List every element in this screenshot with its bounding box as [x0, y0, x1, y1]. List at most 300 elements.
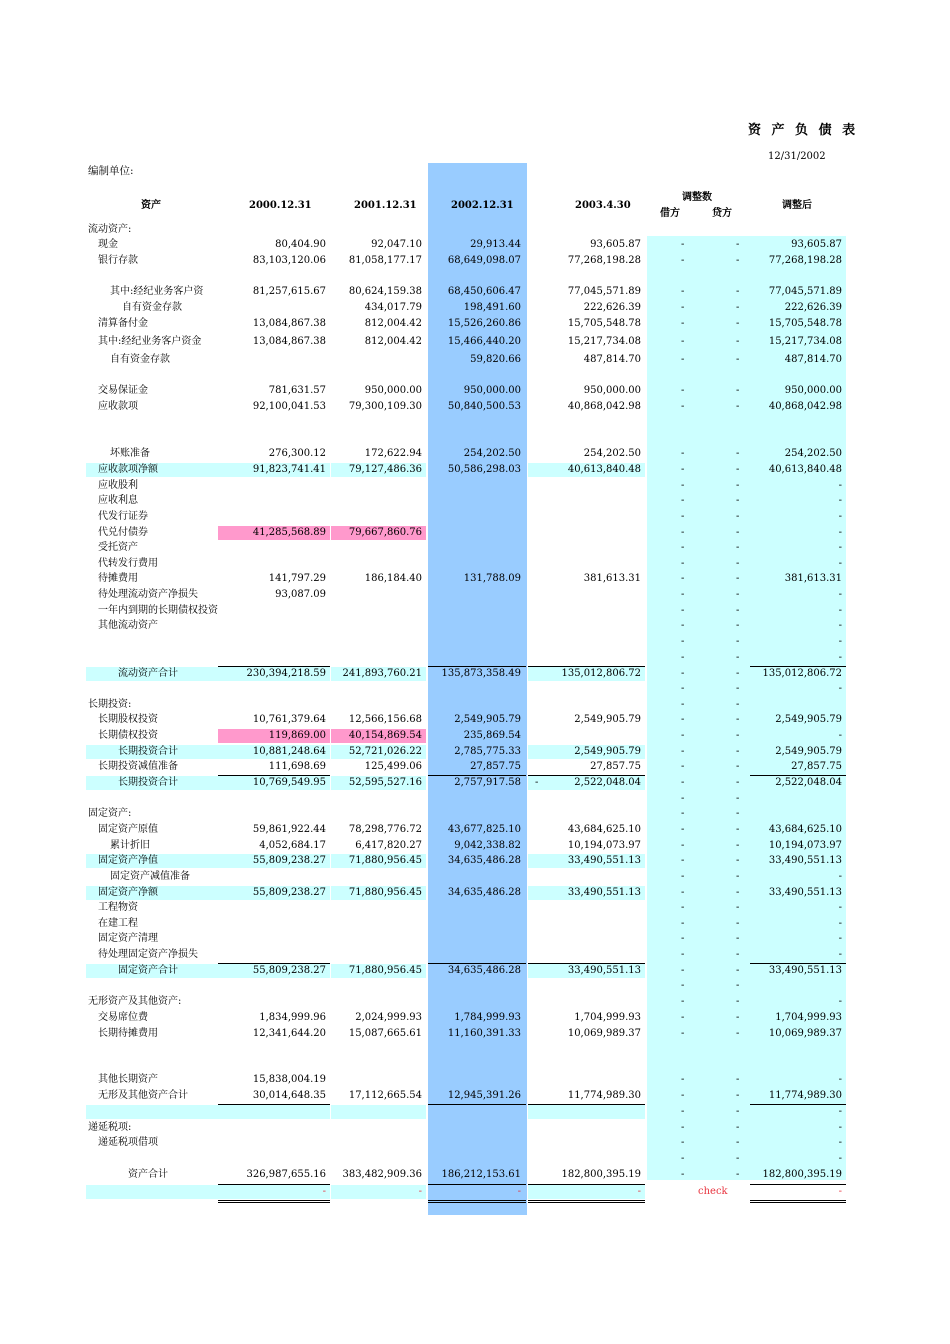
value-c1: 326,987,655.16 — [246, 1169, 326, 1180]
row-label: 长期待摊费用 — [98, 1028, 158, 1039]
value-c2: 71,880,956.45 — [348, 965, 422, 976]
value-c3: 34,635,486.28 — [447, 855, 521, 866]
row-label: 工程物资 — [98, 902, 138, 913]
value-c1: 55,809,238.27 — [252, 855, 326, 866]
value-debit: - — [681, 573, 685, 584]
table-row — [0, 1010, 950, 1026]
value-debit: - — [681, 511, 685, 522]
value-c2: 950,000.00 — [364, 385, 422, 396]
value-c4: 254,202.50 — [583, 448, 641, 459]
value-c1: 55,809,238.27 — [252, 887, 326, 898]
value-c4: 10,194,073.97 — [567, 840, 641, 851]
row-label: 固定资产清理 — [98, 933, 158, 944]
value-c2: 2,024,999.93 — [355, 1012, 422, 1023]
value-c4: 40,868,042.98 — [567, 401, 641, 412]
value-credit: - — [736, 605, 740, 616]
value-c6: 33,490,551.13 — [768, 855, 842, 866]
value-c6: 15,705,548.78 — [768, 318, 842, 329]
header-adjustment: 调整数 — [682, 192, 712, 203]
table-row — [0, 237, 950, 253]
row-label: 一年内到期的长期债权投资 — [98, 605, 218, 616]
row-label: 流动资产: — [88, 224, 132, 235]
value-debit: - — [681, 286, 685, 297]
value-c6: - — [838, 542, 842, 553]
value-debit: - — [681, 887, 685, 898]
value-credit: - — [736, 401, 740, 412]
value-c4: 15,217,734.08 — [567, 336, 641, 347]
table-row — [0, 681, 950, 697]
value-c1: 30,014,648.35 — [252, 1090, 326, 1101]
value-c6: 950,000.00 — [784, 385, 842, 396]
row-label: 长期投资合计 — [118, 777, 178, 788]
value-c6: 381,613.31 — [784, 573, 842, 584]
value-credit: - — [736, 480, 740, 491]
table-row — [0, 697, 950, 713]
value-c1: 10,761,379.64 — [252, 714, 326, 725]
value-c3: 34,635,486.28 — [447, 965, 521, 976]
table-row — [0, 931, 950, 947]
row-label: 流动资产合计 — [118, 668, 178, 679]
table-row — [0, 1088, 950, 1104]
value-c6: 2,549,905.79 — [775, 714, 842, 725]
value-c3: 68,450,606.47 — [447, 286, 521, 297]
value-c4: 11,774,989.30 — [567, 1090, 641, 1101]
value-c3: 9,042,338.82 — [454, 840, 521, 851]
row-label: 银行存款 — [98, 255, 138, 266]
total-double-rule — [750, 1200, 846, 1203]
value-debit: - — [681, 636, 685, 647]
value-credit: - — [736, 980, 740, 991]
value-c4: 33,490,551.13 — [567, 855, 641, 866]
value-credit: - — [736, 1090, 740, 1101]
value-debit: - — [681, 793, 685, 804]
value-credit: - — [736, 746, 740, 757]
row-label: 应收股利 — [98, 480, 138, 491]
value-credit: - — [736, 777, 740, 788]
value-c6: - — [838, 527, 842, 538]
value-c6: - — [838, 1106, 842, 1117]
value-c4: 222,626.39 — [583, 302, 641, 313]
value-debit: - — [681, 824, 685, 835]
value-credit: - — [736, 464, 740, 475]
table-row — [0, 222, 950, 238]
value-debit: - — [681, 354, 685, 365]
value-c6: 222,626.39 — [784, 302, 842, 313]
value-debit: - — [681, 480, 685, 491]
value-c6: - — [838, 636, 842, 647]
value-credit: - — [736, 1153, 740, 1164]
value-debit: - — [681, 239, 685, 250]
value-c4: 182,800,395.19 — [561, 1169, 641, 1180]
value-debit: - — [681, 1122, 685, 1133]
subtotal-rule — [528, 1104, 645, 1105]
value-c4: 10,069,989.37 — [567, 1028, 641, 1039]
value-c3: 254,202.50 — [463, 448, 521, 459]
value-debit: - — [681, 965, 685, 976]
row-label: 长期股权投资 — [98, 714, 158, 725]
subtotal-rule — [428, 1184, 526, 1185]
prepared-by-label: 编制单位: — [88, 165, 134, 177]
value-c6: - — [838, 871, 842, 882]
row-label: 递延税项: — [88, 1122, 132, 1133]
header-2001: 2001.12.31 — [354, 200, 417, 211]
value-c6: - — [838, 933, 842, 944]
value-debit: - — [681, 871, 685, 882]
value-c6: 77,045,571.89 — [768, 286, 842, 297]
report-title: 资 产 负 债 表 — [748, 123, 859, 138]
value-c1: 781,631.57 — [268, 385, 326, 396]
table-row — [0, 587, 950, 603]
value-credit: - — [736, 511, 740, 522]
value-c1: 83,103,120.06 — [252, 255, 326, 266]
value-c2: 434,017.79 — [364, 302, 422, 313]
value-credit: - — [736, 714, 740, 725]
value-c6: - — [838, 730, 842, 741]
value-credit: - — [736, 385, 740, 396]
table-row — [0, 885, 950, 901]
value-c6: 487,814.70 — [784, 354, 842, 365]
value-debit: - — [681, 808, 685, 819]
value-c6: 135,012,806.72 — [762, 668, 842, 679]
value-c6: - — [838, 902, 842, 913]
row-highlight — [331, 1185, 426, 1199]
value-credit: - — [736, 255, 740, 266]
row-label: 清算备付金 — [98, 318, 148, 329]
table-row — [0, 556, 950, 572]
value-c6: 77,268,198.28 — [768, 255, 842, 266]
table-row — [0, 399, 950, 415]
row-highlight — [218, 1105, 330, 1119]
table-row — [0, 334, 950, 350]
value-credit: - — [736, 1122, 740, 1133]
value-c2: 52,721,026.22 — [348, 746, 422, 757]
value-credit: - — [736, 318, 740, 329]
value-c6: 2,522,048.04 — [775, 777, 842, 788]
table-row — [0, 300, 950, 316]
value-c1: 111,698.69 — [268, 761, 326, 772]
value-c1: 81,257,615.67 — [252, 286, 326, 297]
value-c2: 812,004.42 — [364, 336, 422, 347]
value-credit: - — [736, 527, 740, 538]
table-row — [0, 284, 950, 300]
value-c6: - — [838, 620, 842, 631]
value-credit: - — [736, 652, 740, 663]
row-label: 代转发行费用 — [98, 558, 158, 569]
value-debit: - — [681, 730, 685, 741]
value-c3: 50,586,298.03 — [447, 464, 521, 475]
value-c3: 135,873,358.49 — [441, 668, 521, 679]
value-debit: - — [681, 746, 685, 757]
value-credit: - — [736, 1137, 740, 1148]
subtotal-rule — [750, 1184, 846, 1185]
value-c2: 172,622.94 — [364, 448, 422, 459]
value-c1: 10,881,248.64 — [252, 746, 326, 757]
value-credit: - — [736, 793, 740, 804]
value-c3: 1,784,999.93 — [454, 1012, 521, 1023]
value-c3: 34,635,486.28 — [447, 887, 521, 898]
value-credit: - — [736, 808, 740, 819]
table-row — [0, 900, 950, 916]
value-c3: 186,212,153.61 — [441, 1169, 521, 1180]
table-row — [0, 744, 950, 760]
row-label: 无形及其他资产合计 — [98, 1090, 188, 1101]
value-c6: 43,684,625.10 — [768, 824, 842, 835]
table-row — [0, 791, 950, 807]
value-credit: - — [736, 761, 740, 772]
value-credit: - — [736, 589, 740, 600]
value-c4: 2,549,905.79 — [574, 714, 641, 725]
value-c2: 81,058,177.17 — [348, 255, 422, 266]
value-c1: 4,052,684.17 — [259, 840, 326, 851]
value-debit: - — [681, 1028, 685, 1039]
row-label: 在建工程 — [98, 918, 138, 929]
value-debit: - — [681, 495, 685, 506]
value-c4: 135,012,806.72 — [561, 668, 641, 679]
value-debit: - — [681, 699, 685, 710]
value-debit: - — [681, 1169, 685, 1180]
value-c2: 125,499.06 — [364, 761, 422, 772]
value-c3: 131,788.09 — [463, 573, 521, 584]
row-label: 现金 — [98, 239, 118, 250]
value-debit: - — [681, 714, 685, 725]
value-c2: 78,298,776.72 — [348, 824, 422, 835]
value-debit: - — [681, 683, 685, 694]
row-label: 坏账准备 — [110, 448, 150, 459]
value-credit: - — [736, 949, 740, 960]
value-debit: - — [681, 1074, 685, 1085]
row-highlight — [528, 1185, 645, 1199]
row-highlight — [528, 1105, 645, 1119]
value-c1: 13,084,867.38 — [252, 318, 326, 329]
value-c3: 950,000.00 — [463, 385, 521, 396]
row-label: 待处理流动资产净损失 — [98, 589, 198, 600]
value-debit: - — [681, 840, 685, 851]
subtotal-rule — [218, 1104, 330, 1105]
value-marker: - — [535, 777, 539, 788]
value-debit: - — [681, 318, 685, 329]
value-c6: - — [838, 605, 842, 616]
value-c2: 52,595,527.16 — [348, 777, 422, 788]
table-row — [0, 869, 950, 885]
value-credit: - — [736, 286, 740, 297]
value-debit: - — [681, 1106, 685, 1117]
value-credit: - — [736, 902, 740, 913]
table-row — [0, 1120, 950, 1136]
row-highlight — [86, 1185, 218, 1199]
value-c1: 276,300.12 — [268, 448, 326, 459]
value-debit: - — [681, 918, 685, 929]
row-label: 自有资金存款 — [110, 354, 170, 365]
value-credit: - — [736, 239, 740, 250]
table-row — [0, 806, 950, 822]
row-label: 长期投资减值准备 — [98, 761, 178, 772]
value-credit: - — [736, 495, 740, 506]
row-label: 自有资金存款 — [122, 302, 182, 313]
value-c6: - — [838, 589, 842, 600]
value-c4: 33,490,551.13 — [567, 887, 641, 898]
value-credit: - — [736, 871, 740, 882]
report-date: 12/31/2002 — [768, 151, 826, 162]
table-row — [0, 618, 950, 634]
value-c4: 1,704,999.93 — [574, 1012, 641, 1023]
value-debit: - — [681, 949, 685, 960]
value-c1: 230,394,218.59 — [246, 668, 326, 679]
value-debit: - — [681, 605, 685, 616]
value-c4: 27,857.75 — [590, 761, 641, 772]
value-c4: 40,613,840.48 — [567, 464, 641, 475]
value-c1: 10,769,549.95 — [252, 777, 326, 788]
value-debit: - — [681, 980, 685, 991]
value-c1: 92,100,041.53 — [252, 401, 326, 412]
value-c3: 27,857.75 — [470, 761, 521, 772]
value-debit: - — [681, 620, 685, 631]
value-credit: - — [736, 636, 740, 647]
value-c6: - — [838, 1122, 842, 1133]
value-c1: 12,341,644.20 — [252, 1028, 326, 1039]
header-credit: 贷方 — [712, 208, 732, 219]
value-c1: 15,838,004.19 — [252, 1074, 326, 1085]
value-c2: 79,127,486.36 — [348, 464, 422, 475]
subtotal-rule — [750, 1104, 846, 1105]
value-credit: - — [736, 855, 740, 866]
row-label: 其他长期资产 — [98, 1074, 158, 1085]
value-c4: 77,045,571.89 — [567, 286, 641, 297]
value-debit: - — [681, 1153, 685, 1164]
row-highlight — [86, 1105, 218, 1119]
total-double-rule — [218, 1200, 330, 1203]
value-credit: - — [736, 933, 740, 944]
value-c3: 43,677,825.10 — [447, 824, 521, 835]
subtotal-rule — [218, 1184, 330, 1185]
value-c3: 235,869.54 — [463, 730, 521, 741]
value-debit: check — [698, 1186, 728, 1197]
value-c6: - — [838, 1186, 842, 1197]
value-credit: - — [736, 354, 740, 365]
value-c4: 93,605.87 — [590, 239, 641, 250]
table-row — [0, 1135, 950, 1151]
table-row — [0, 253, 950, 269]
value-c6: - — [838, 1074, 842, 1085]
value-c2: 241,893,760.21 — [342, 668, 422, 679]
value-c2: 71,880,956.45 — [348, 855, 422, 866]
value-credit: - — [736, 542, 740, 553]
table-row — [0, 838, 950, 854]
table-row — [0, 728, 950, 744]
row-highlight — [218, 1185, 330, 1199]
value-c2: 79,300,109.30 — [348, 401, 422, 412]
table-row — [0, 666, 950, 682]
value-c4: 381,613.31 — [583, 573, 641, 584]
value-c1: 80,404.90 — [275, 239, 326, 250]
value-debit: - — [681, 652, 685, 663]
value-c3: 2,757,917.58 — [454, 777, 521, 788]
value-c4: 2,522,048.04 — [574, 777, 641, 788]
value-c6: - — [838, 480, 842, 491]
value-c4: 33,490,551.13 — [567, 965, 641, 976]
row-label: 固定资产净值 — [98, 855, 158, 866]
value-debit: - — [681, 1090, 685, 1101]
value-c3: 15,526,260.86 — [447, 318, 521, 329]
value-c6: 15,217,734.08 — [768, 336, 842, 347]
row-label: 固定资产减值准备 — [110, 871, 190, 882]
table-row — [0, 1184, 950, 1200]
value-c1: 55,809,238.27 — [252, 965, 326, 976]
table-row — [0, 994, 950, 1010]
value-credit: - — [736, 918, 740, 929]
header-2003: 2003.4.30 — [575, 200, 631, 211]
value-c3: 11,160,391.33 — [447, 1028, 521, 1039]
table-row — [0, 1026, 950, 1042]
value-c4: 15,705,548.78 — [567, 318, 641, 329]
value-debit: - — [681, 255, 685, 266]
value-c6: - — [838, 558, 842, 569]
value-c2: 6,417,820.27 — [355, 840, 422, 851]
value-credit: - — [736, 573, 740, 584]
value-debit: - — [681, 542, 685, 553]
value-debit: - — [681, 336, 685, 347]
value-c3: 2,549,905.79 — [454, 714, 521, 725]
table-row — [0, 963, 950, 979]
row-label: 其他流动资产 — [98, 620, 158, 631]
value-c3: 2,785,775.33 — [454, 746, 521, 757]
value-credit: - — [736, 620, 740, 631]
value-c2: 15,087,665.61 — [348, 1028, 422, 1039]
subtotal-rule — [528, 1184, 645, 1185]
row-label: 代发行证券 — [98, 511, 148, 522]
value-c6: - — [838, 652, 842, 663]
header-2002: 2002.12.31 — [451, 200, 514, 211]
value-credit: - — [736, 996, 740, 1007]
value-c6: 33,490,551.13 — [768, 965, 842, 976]
value-c1: 1,834,999.96 — [259, 1012, 326, 1023]
row-label: 资产合计 — [128, 1169, 168, 1180]
value-c2: 186,184.40 — [364, 573, 422, 584]
value-c1: 141,797.29 — [268, 573, 326, 584]
value-c1: 13,084,867.38 — [252, 336, 326, 347]
row-label: 应收款项 — [98, 401, 138, 412]
value-c6: 1,704,999.93 — [775, 1012, 842, 1023]
value-credit: - — [736, 336, 740, 347]
row-label: 交易保证金 — [98, 385, 148, 396]
value-debit: - — [681, 527, 685, 538]
row-label: 长期投资合计 — [118, 746, 178, 757]
value-c2: 12,566,156.68 — [348, 714, 422, 725]
value-c6: 11,774,989.30 — [768, 1090, 842, 1101]
row-label: 应收利息 — [98, 495, 138, 506]
value-c1: 119,869.00 — [268, 730, 326, 741]
value-debit: - — [681, 996, 685, 1007]
value-c3: 50,840,500.53 — [447, 401, 521, 412]
value-c6: 254,202.50 — [784, 448, 842, 459]
table-row — [0, 462, 950, 478]
value-credit: - — [736, 1012, 740, 1023]
value-c1: 93,087.09 — [275, 589, 326, 600]
value-c2: 80,624,159.38 — [348, 286, 422, 297]
value-debit: - — [681, 1137, 685, 1148]
value-credit: - — [736, 558, 740, 569]
value-c4: 43,684,625.10 — [567, 824, 641, 835]
table-row — [0, 603, 950, 619]
value-c2: 17,112,665.54 — [348, 1090, 422, 1101]
row-highlight — [331, 1105, 426, 1119]
value-c4: 2,549,905.79 — [574, 746, 641, 757]
value-c6: - — [838, 996, 842, 1007]
value-debit: - — [681, 761, 685, 772]
value-c4: - — [637, 1186, 641, 1197]
value-c4: 487,814.70 — [583, 354, 641, 365]
value-c6: - — [838, 949, 842, 960]
value-c2: 71,880,956.45 — [348, 887, 422, 898]
